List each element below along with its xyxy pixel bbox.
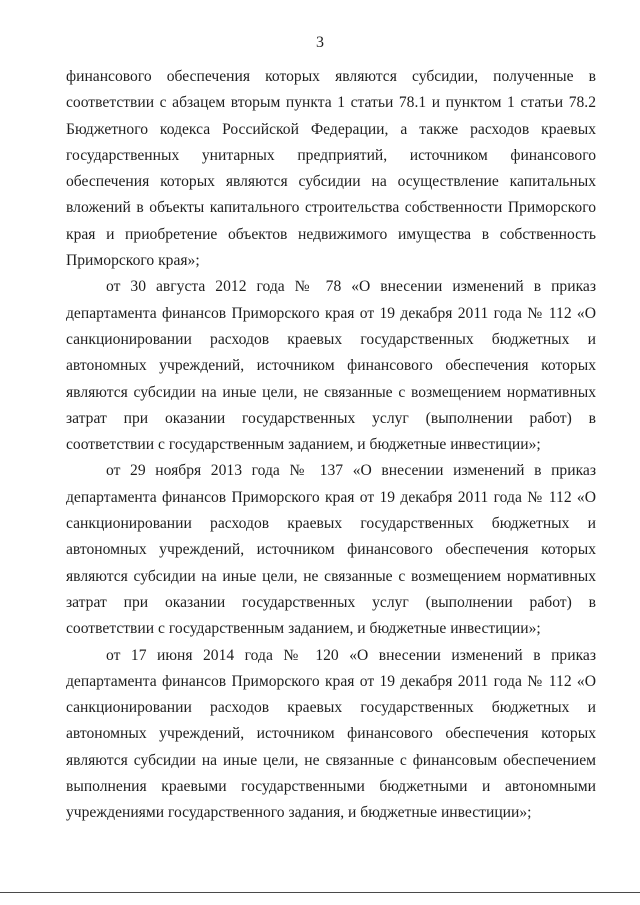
paragraph-order-78: от 30 августа 2012 года № 78 «О внесении изменений в приказ департамента финансов Приморского края от 19 декабря 2011 года № 112 «О санкционировании расходов краевых государственных бюджетных и автономных учреждений, источником финансового обеспечения которых являются субсидии на иные цели, не связанные с возмещением нормативных затрат при оказании государственных услуг (выполнении работ) в соответствии с государственным заданием, и бюджетные инвестиции»; [66,278,596,454]
paragraph-order-120: от 17 июня 2014 года № 120 «О внесении изменений в приказ департамента финансов Приморского края от 19 декабря 2011 года № 112 «О санкционировании расходов краевых государственных бюджетных и автономных учреждений, источником финансового обеспечения которых являются субсидии на иные цели, не связанные с финансовым обеспечением выполнения краевыми государственными бюджетными и автономными учреждениями государственного задания, и бюджетные инвестиции»; [66,646,596,822]
page-bottom-rule [0,892,640,893]
document-body [66,64,596,827]
page-number: 3 [316,34,324,51]
paragraph-order-137: от 29 ноября 2013 года № 137 «О внесении изменений в приказ департамента финансов Приморского края от 19 декабря 2011 года № 112 «О санкционировании расходов краевых государственных бюджетных и автономных учреждений, источником финансового обеспечения которых являются субсидии на иные цели, не связанные с возмещением нормативных затрат при оказании государственных услуг (выполнении работ) в соответствии с государственным заданием, и бюджетные инвестиции»; [66,462,596,638]
paragraph-continuation: финансового обеспечения которых являются субсидии, полученные в соответствии с абзацем вторым пункта 1 статьи 78.1 и пунктом 1 статьи 78.2 Бюджетного кодекса Российской Федерации, а также расходов краевых государственных унитарных предприятий, источником финансового обеспечения которых являются субсидии на осуществление капитальных вложений в объекты капитального строительства собственности Приморского края и приобретение объектов недвижимого имущества в собственность Приморского края»; [66,68,596,270]
